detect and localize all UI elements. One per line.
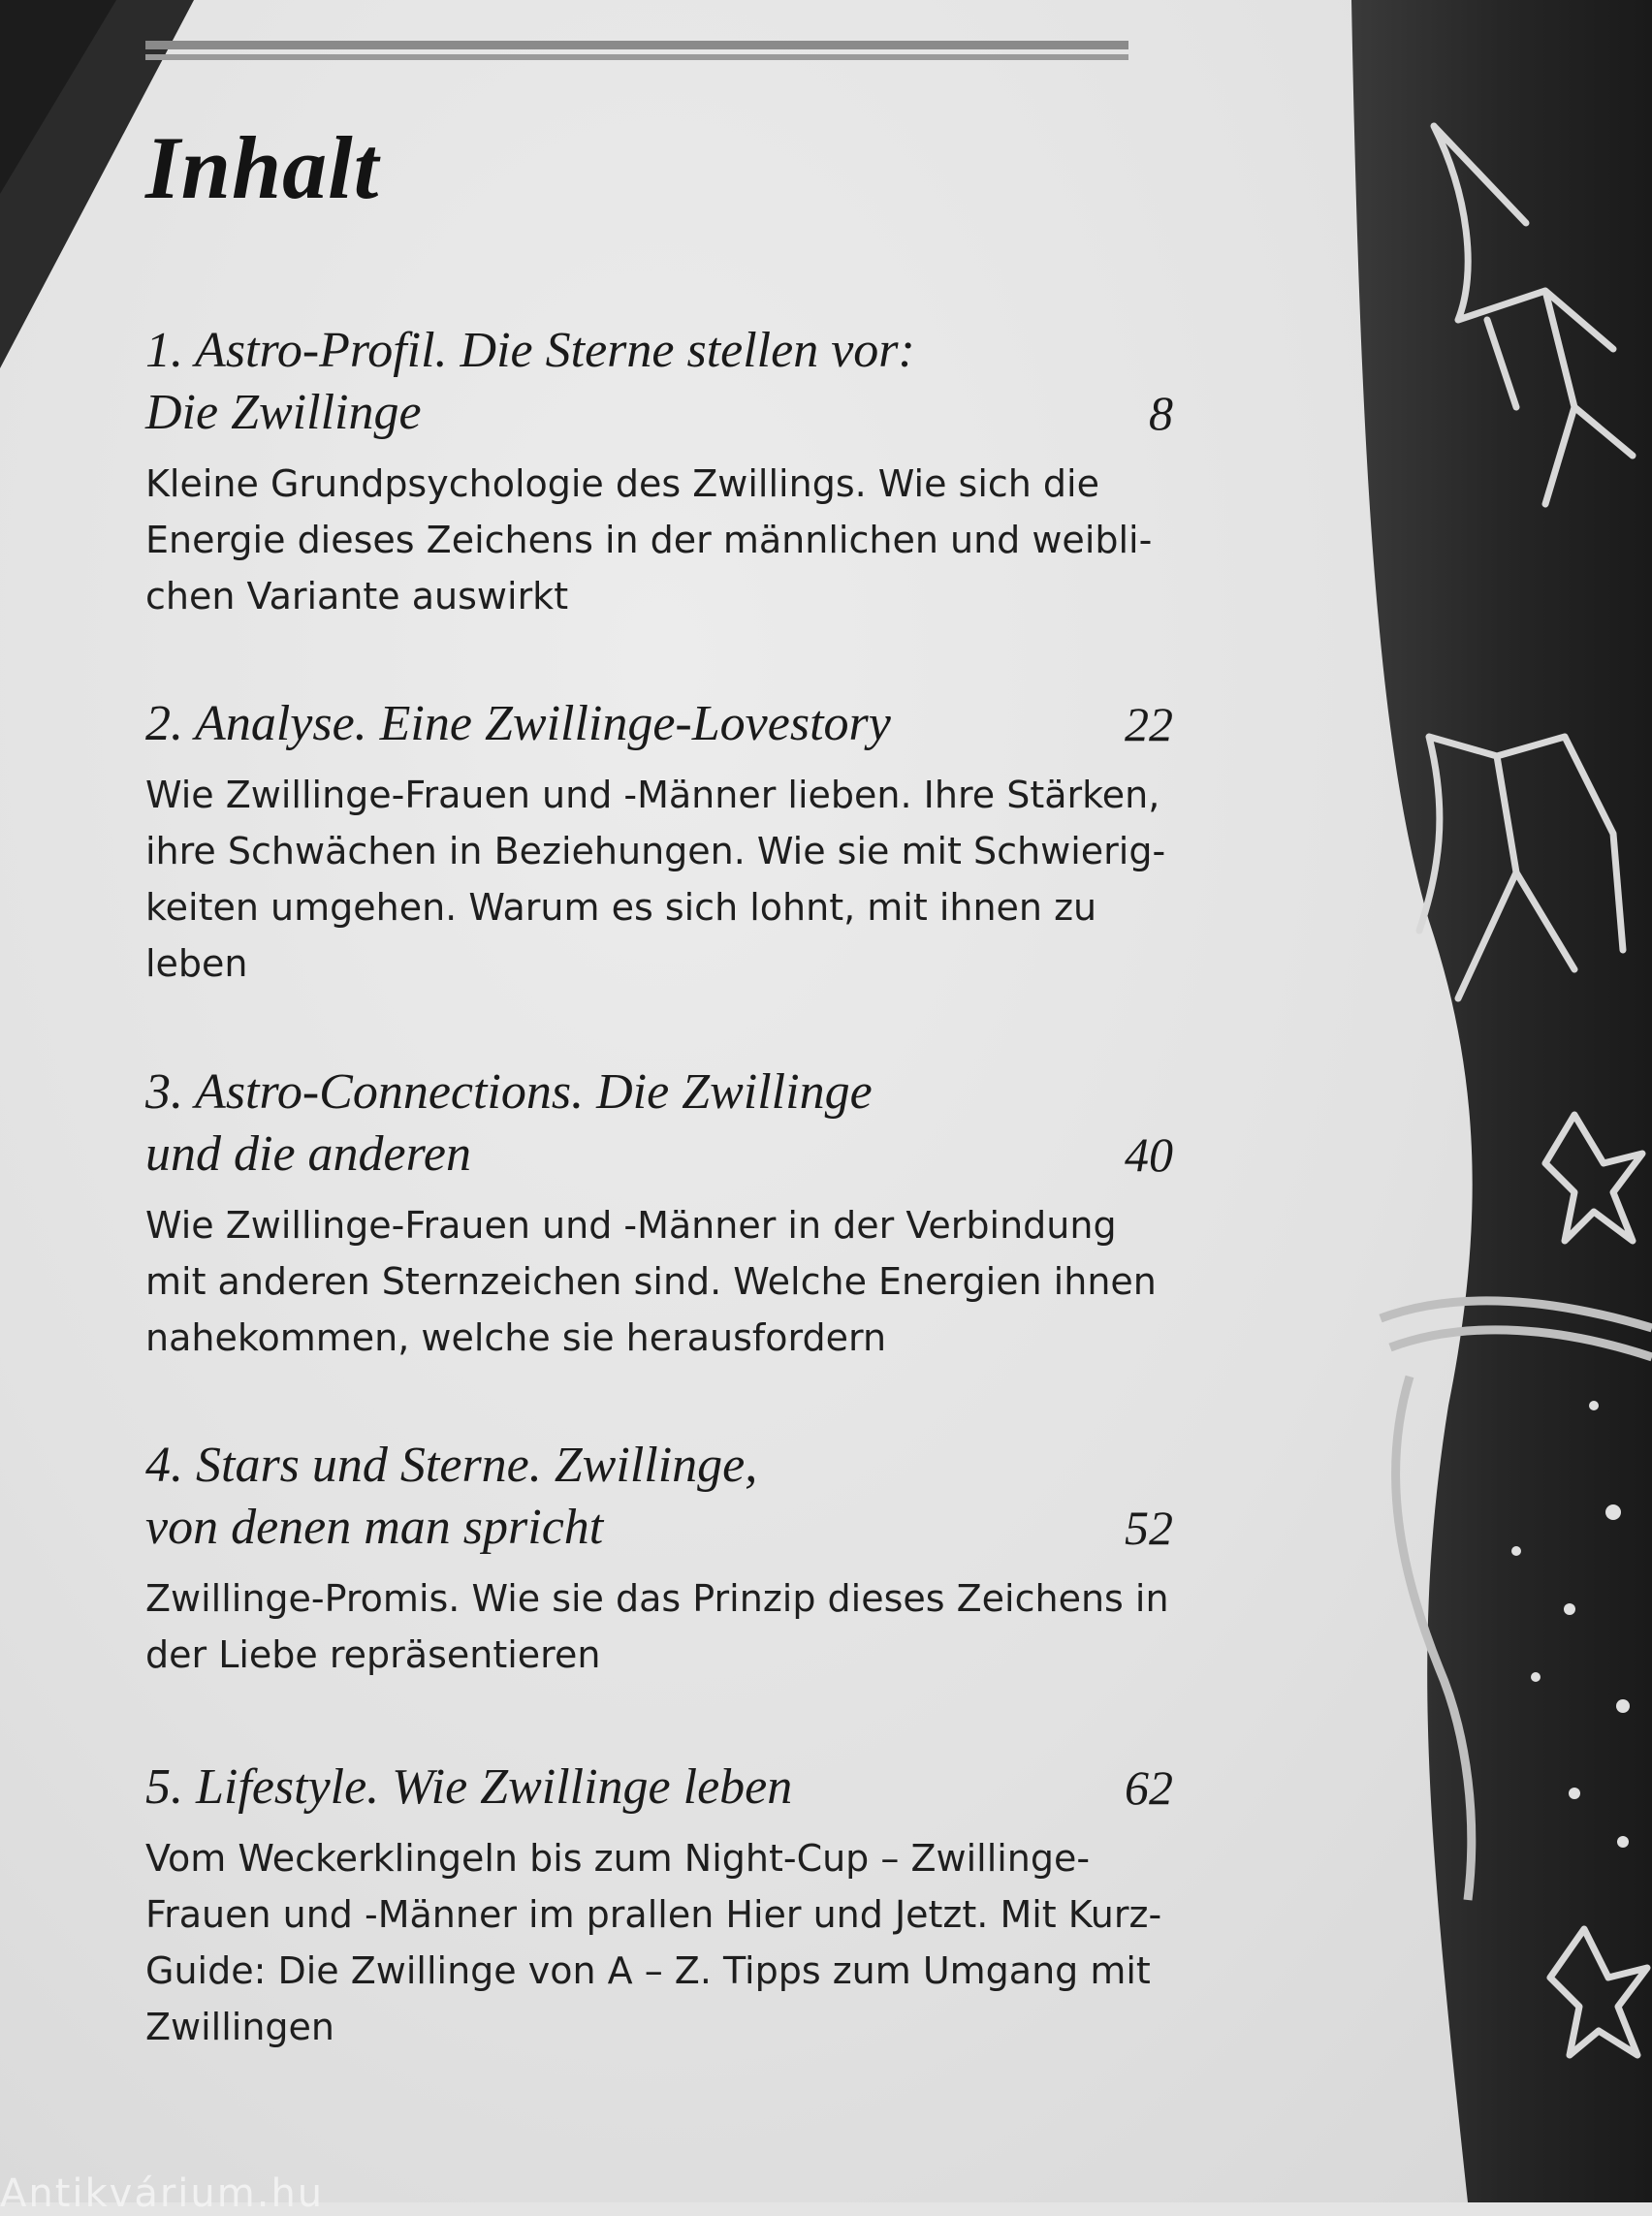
description-line: Wie Zwillinge-Frauen und -Männer lieben. Ihre Stärken, bbox=[145, 774, 1160, 816]
heading-line: Die Zwillinge bbox=[145, 385, 422, 440]
description-line: Wie Zwillinge-Frauen und -Männer in der Verbindung bbox=[145, 1204, 1117, 1247]
toc-entry-heading bbox=[145, 320, 1173, 444]
description-line: Kleine Grundpsychologie des Zwillings. Wie sich die bbox=[145, 462, 1099, 505]
toc-entry-description bbox=[145, 767, 1173, 992]
page-title: Inhalt bbox=[145, 118, 380, 217]
description-line: der Liebe repräsentieren bbox=[145, 1633, 601, 1676]
heading-line: 2. Analyse. Eine Zwillinge-Lovestory bbox=[145, 696, 891, 751]
toc-entry-1 bbox=[145, 320, 1173, 624]
rule-line-thin bbox=[145, 54, 1128, 60]
heading-line: 3. Astro-Connections. Die Zwillinge bbox=[145, 1064, 873, 1120]
toc-entry-description bbox=[145, 1197, 1173, 1366]
toc-entry-heading bbox=[145, 693, 1173, 755]
description-line: keiten umgehen. Warum es sich lohnt, mit ihnen zu bbox=[145, 886, 1097, 929]
toc-entry-description bbox=[145, 1570, 1173, 1683]
toc-entry-heading bbox=[145, 1061, 1173, 1186]
page-number: 22 bbox=[1125, 697, 1173, 751]
toc-entry-3 bbox=[145, 1061, 1173, 1366]
description-line: mit anderen Sternzeichen sind. Welche Energien ihnen bbox=[145, 1260, 1157, 1303]
heading-line: 5. Lifestyle. Wie Zwillinge leben bbox=[145, 1759, 793, 1815]
toc-entry-description bbox=[145, 1830, 1173, 2055]
description-line: leben bbox=[145, 942, 248, 985]
description-line: Vom Weckerklingeln bis zum Night-Cup – Zwillinge- bbox=[145, 1837, 1091, 1880]
toc-entry-4 bbox=[145, 1435, 1173, 1683]
page-number: 62 bbox=[1125, 1760, 1173, 1815]
description-line: nahekommen, welche sie herausfordern bbox=[145, 1316, 887, 1359]
watermark: Antikvárium.hu bbox=[0, 2171, 325, 2216]
page-number: 40 bbox=[1125, 1127, 1173, 1182]
description-line: Guide: Die Zwillinge von A – Z. Tipps zum Umgang mit bbox=[145, 1949, 1151, 1992]
toc-entry-heading bbox=[145, 1757, 1173, 1819]
page-number: 8 bbox=[1149, 386, 1173, 440]
heading-line: 4. Stars und Sterne. Zwillinge, bbox=[145, 1438, 758, 1493]
toc-entry-5 bbox=[145, 1757, 1173, 2055]
description-line: Zwillingen bbox=[145, 2006, 335, 2048]
rule-line-thick bbox=[145, 41, 1128, 49]
top-rule bbox=[145, 41, 1128, 68]
curtain-illustration bbox=[1322, 0, 1652, 2202]
toc-entry-description bbox=[145, 456, 1173, 624]
heading-line: 1. Astro-Profil. Die Sterne stellen vor: bbox=[145, 323, 915, 378]
heading-line: und die anderen bbox=[145, 1126, 471, 1182]
page-number: 52 bbox=[1125, 1501, 1173, 1555]
toc-entry-heading bbox=[145, 1435, 1173, 1559]
description-line: Energie dieses Zeichens in der männlichen und weibli- bbox=[145, 519, 1153, 561]
heading-line: von denen man spricht bbox=[145, 1500, 604, 1555]
description-line: ihre Schwächen in Beziehungen. Wie sie mit Schwierig- bbox=[145, 830, 1166, 872]
description-line: Zwillinge-Promis. Wie sie das Prinzip dieses Zeichens in bbox=[145, 1577, 1169, 1620]
description-line: chen Variante auswirkt bbox=[145, 575, 569, 617]
toc-entry-2 bbox=[145, 693, 1173, 992]
description-line: Frauen und -Männer im prallen Hier und Jetzt. Mit Kurz- bbox=[145, 1893, 1162, 1936]
